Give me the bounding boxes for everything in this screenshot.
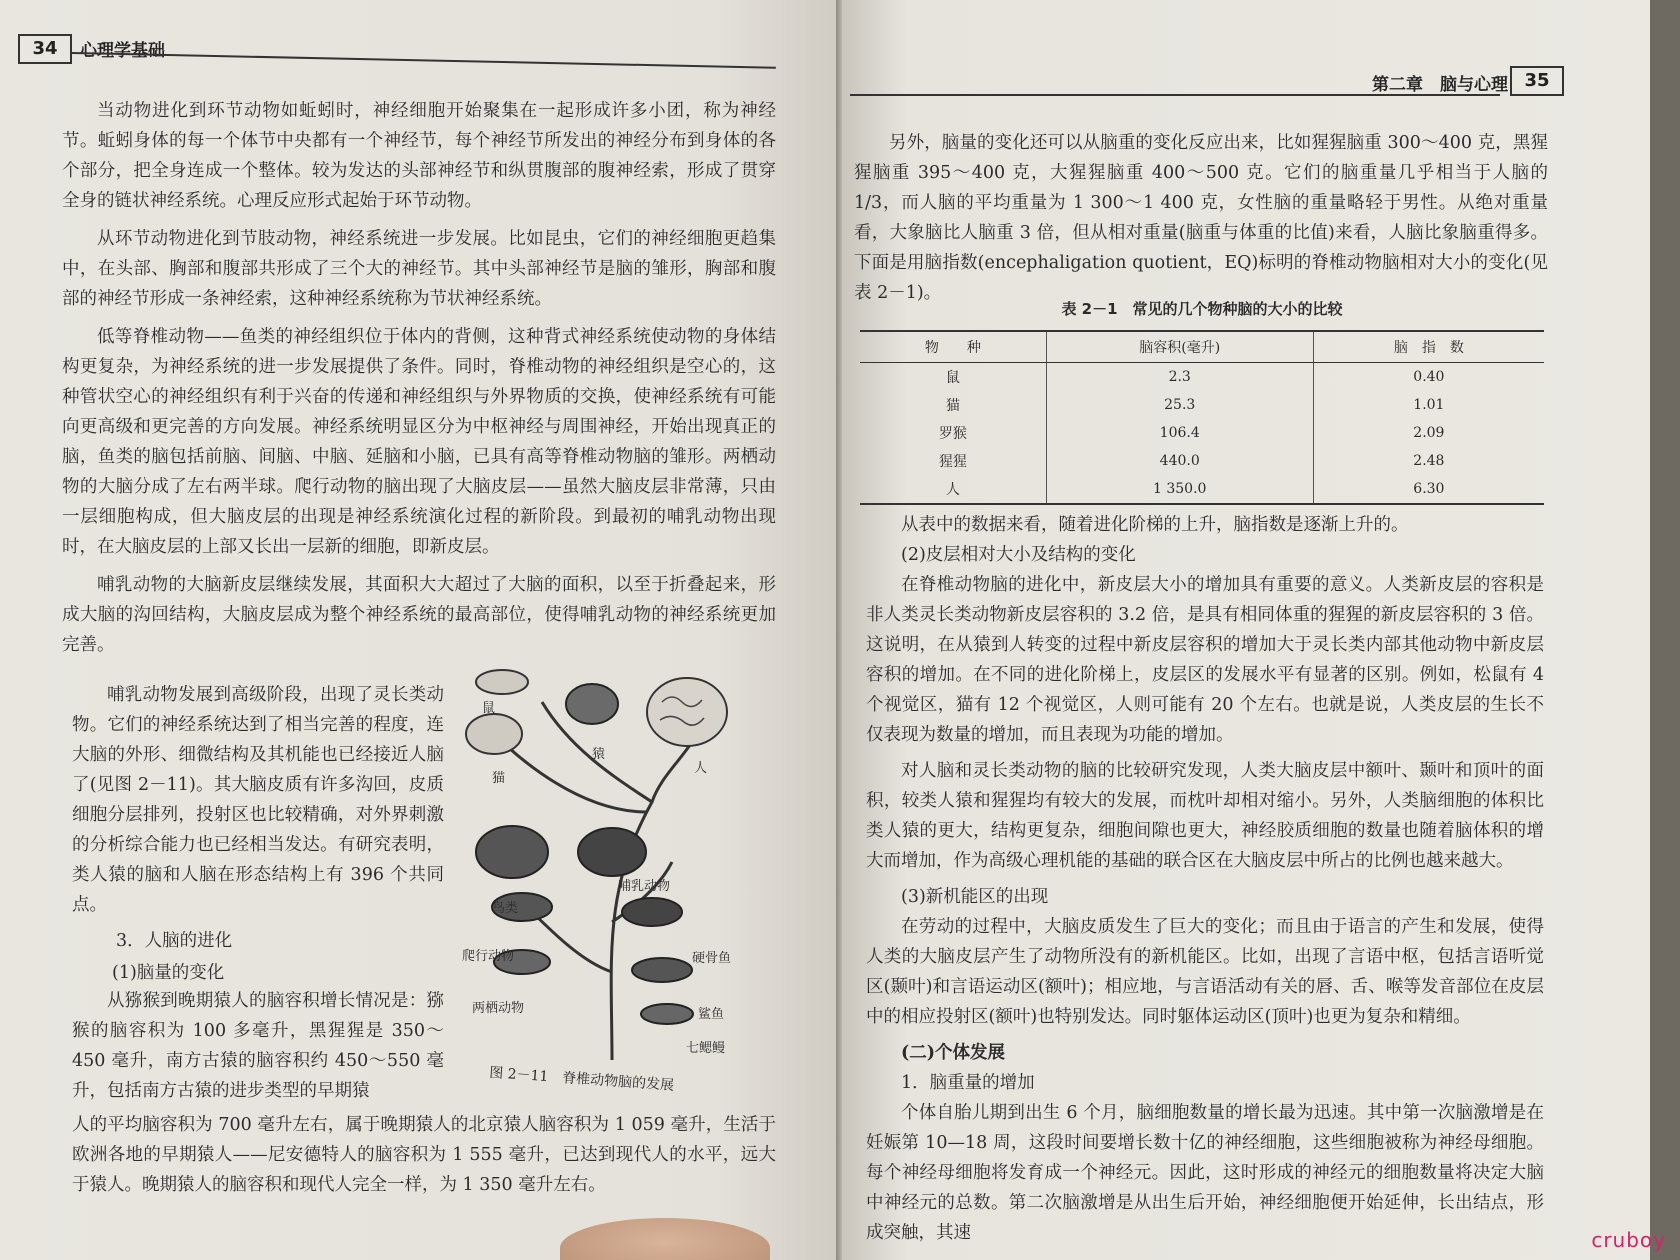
paragraph: 哺乳动物发展到高级阶段，出现了灵长类动物。它们的神经系统达到了相当完善的程度，连大脑的外形、细微结构及其机能也已经接近人脑了(见图 2－11)。其大脑皮质有许多沟回，皮质细胞分层排列，投射区也比较精确，对外界刺激的分析综合能力也已经相当发达。有研究表明，类人猿的脑和人脑在形态结构上有 396 个共同点。 — [72, 685, 444, 915]
label-amphibian: 两栖动物 — [472, 1001, 525, 1016]
finger — [560, 1218, 770, 1260]
table-cell: 2.3 — [1046, 363, 1313, 392]
paragraph: 从表中的数据来看，随着进化阶梯的上升，脑指数是逐渐上升的。 — [901, 515, 1409, 535]
table-cell: 440.0 — [1046, 447, 1313, 475]
paragraph: 个体自胎儿期到出生 6 个月，脑细胞数量的增长最为迅速。其中第一次脑激增是在妊娠第 10—18 周，这段时间要增长数十亿的神经细胞，这些细胞被称为神经母细胞。每个神经母细胞将发育成一个神经元。因此，这时形成的神经元的细胞数量将决定大脑中神经元的总数。第二次脑激增是从出生后开始，神经细胞便开始延伸，长出结点，形成突触，其速 — [866, 1103, 1544, 1243]
table-cell: 2.48 — [1313, 447, 1544, 475]
paragraph: 哺乳动物的大脑新皮层继续发展，其面积大大超过了大脑的面积，以至于折叠起来，形成大脑的沟回结构，大脑皮层成为整个神经系统的最高部位，使得哺乳动物的神经系统更加完善。 — [62, 575, 776, 655]
paragraph: 当动物进化到环节动物如蚯蚓时，神经细胞开始聚集在一起形成许多小团，称为神经节。蚯蚓身体的每一个体节中央都有一个神经节，每个神经节所发出的神经分布到身体的各个部分，把全身连成一个整体。较为发达的头部神经节和纵贯腹部的腹神经索，形成了贯穿全身的链状神经系统。心理反应形式起始于环节动物。 — [62, 101, 776, 211]
species-brain-table — [860, 330, 1544, 505]
column-header-eq: 脑 指 数 — [1313, 331, 1544, 363]
running-title-right: 第二章 脑与心理 — [1372, 75, 1508, 95]
label-monkey: 猿 — [592, 747, 606, 762]
table-cell: 1 350.0 — [1046, 475, 1313, 504]
column-header-volume: 脑容积(毫升) — [1046, 331, 1313, 363]
table-cell: 罗猴 — [938, 426, 967, 442]
right-body-text — [866, 510, 1544, 1248]
section-heading-brain-evolution: 3．人脑的进化 — [116, 931, 233, 951]
monkey-brain-icon — [566, 684, 618, 724]
paragraph: 从环节动物进化到节肢动物，神经系统进一步发展。比如昆虫，它们的神经细胞更趋集中，在头部、胸部和腹部共形成了三个大的神经节。其中头部神经节是脑的雏形，胸部和腹部的神经节形成一条神经索，这种神经系统称为节状神经系统。 — [62, 229, 776, 309]
label-reptile: 爬行动物 — [462, 949, 515, 964]
wrap-text-block — [72, 680, 444, 920]
table-row — [860, 419, 1544, 447]
label-rat: 鼠 — [482, 701, 496, 716]
brain-evolution-figure — [462, 662, 740, 1060]
sub-heading-new-function: (3)新机能区的出现 — [901, 887, 1049, 907]
table-cell: 鼠 — [945, 370, 960, 386]
wrap-text-block-2 — [72, 986, 444, 1106]
bony-fish-brain-icon — [622, 898, 682, 926]
page-number-right: 35 — [1510, 66, 1564, 96]
table-cell: 1.01 — [1313, 391, 1544, 419]
cat-icon — [466, 714, 522, 754]
label-bony-fish: 硬骨鱼 — [692, 951, 732, 966]
column-header-species: 物 种 — [860, 331, 1046, 363]
paragraph: 在脊椎动物脑的进化中，新皮层大小的增加具有重要的意义。人类新皮层的容积是非人类灵长类动物新皮层容积的 3.2 倍，是具有相同体重的猩猩的新皮层容积的 3 倍。这说明，在从猿到人转变的过程中新皮层容积的增加大于灵长类内部其他动物中新皮层容积的增加。在不同的进化阶梯上，皮层区的发展水平有显著的区别。例如，松鼠有 4 个视觉区，猫有 12 个视觉区，人则可能有 20 个左右。也就是说，人类皮层的生长不仅表现为数量的增加，而且表现为功能的增加。 — [866, 575, 1544, 745]
lamprey-brain-icon — [641, 1004, 693, 1024]
paragraph: 另外，脑量的变化还可以从脑重的变化反应出来，比如猩猩脑重 300～400 克，黑猩猩脑重 395～400 克，大猩猩脑重 400～500 克。它们的脑重量几乎相当于人脑的 1/3，而人脑的平均重量为 1 300～1 400 克，女性脑的重量略轻于男性。从绝对重量看，大象脑比人脑重 3 倍，但从相对重量(脑重与体重的比值)来看，人脑比象脑重得多。下面是用脑指数(encephaligation quotient，EQ)标明的脊椎动物脑相对大小的变化(见表 2－1)。 — [854, 133, 1548, 303]
table-header-row — [860, 331, 1544, 363]
paragraph: 在劳动的过程中，大脑皮质发生了巨大的变化；而且由于语言的产生和发展，使得人类的大脑皮层产生了动物所没有的新机能区。比如，出现了言语中枢，包括言语听觉区(颞叶)和言语运动区(额叶)；相应地，与言语活动有关的唇、舌、喉等发音部位在皮层中的相应投射区(额叶)也特别发达。同时躯体运动区(顶叶)也更为复杂和精细。 — [866, 917, 1544, 1027]
table-row — [860, 363, 1544, 392]
table-cell: 猫 — [945, 398, 960, 414]
table-cell: 6.30 — [1313, 475, 1544, 504]
paragraph: 人的平均脑容积为 700 毫升左右，属于晚期猿人的北京猿人脑容积为 1 059 毫升，生活于欧洲各地的早期猿人——尼安德特人的脑容积为 1 555 毫升，已达到现代人的水平，远大于猿人。晚期猿人的脑容积和现代人完全一样，为 1 350 毫升左右。 — [72, 1115, 776, 1195]
label-lamprey: 七鳃鳗 — [686, 1041, 726, 1056]
sub-heading-brain-weight: 1．脑重量的增加 — [901, 1073, 1035, 1093]
left-body-text — [62, 96, 776, 660]
label-mammal: 哺乳动物 — [618, 879, 671, 894]
table-caption: 表 2－1 常见的几个物种脑的大小的比较 — [1061, 300, 1343, 318]
header-rule-left — [72, 52, 776, 69]
rat-icon — [476, 670, 528, 694]
final-text-block — [72, 1110, 776, 1200]
sub-heading-cortex: (2)皮层相对大小及结构的变化 — [901, 545, 1136, 565]
bird-brain-icon — [476, 826, 548, 878]
header-rule-right — [850, 94, 1500, 96]
right-intro-text — [854, 128, 1548, 308]
label-bird: 鸟类 — [492, 901, 519, 916]
table-cell: 106.4 — [1046, 419, 1313, 447]
paragraph: 对人脑和灵长类动物的脑的比较研究发现，人类大脑皮层中额叶、颞叶和顶叶的面积，较类人猿和猩猩均有较大的发展，而枕叶却相对缩小。另外，人类脑细胞的体积比类人猿的更大，结构更复杂，细胞间隙也更大，神经胶质细胞的数量也随着脑体积的增大而增加，作为高级心理机能的基础的联合区在大脑皮层中所占的比例也越来越大。 — [866, 761, 1544, 871]
table-row — [860, 391, 1544, 419]
shark-brain-icon — [632, 958, 692, 982]
paragraph: 从猕猴到晚期猿人的脑容积增长情况是：猕猴的脑容积为 100 多毫升，黑猩猩是 350～450 毫升，南方古猿的脑容积约 450～550 毫升，包括南方古猿的进步类型的早期猿 — [72, 991, 444, 1101]
page-number-left: 34 — [18, 34, 72, 64]
running-title-left: 心理学基础 — [80, 41, 165, 61]
table-row — [860, 447, 1544, 475]
label-shark: 鲨鱼 — [698, 1007, 725, 1022]
mammal-brain-icon — [578, 828, 646, 876]
table-cell: 0.40 — [1313, 363, 1544, 392]
table-cell: 猩猩 — [938, 454, 967, 470]
table-cell: 25.3 — [1046, 391, 1313, 419]
table-row — [860, 475, 1544, 504]
table-cell: 2.09 — [1313, 419, 1544, 447]
label-human: 人 — [694, 761, 708, 776]
sub-heading-brain-volume: (1)脑量的变化 — [112, 963, 225, 983]
label-cat: 猫 — [492, 771, 506, 786]
section-heading-individual: (二)个体发展 — [901, 1043, 1006, 1063]
table-cell: 人 — [860, 475, 1046, 504]
human-brain-icon — [647, 678, 727, 746]
watermark: cruboy — [1591, 1228, 1666, 1252]
paragraph: 低等脊椎动物——鱼类的神经组织位于体内的背侧，这种背式神经系统使动物的身体结构更复杂，为神经系统的进一步发展提供了条件。同时，脊椎动物的神经组织是空心的，这种管状空心的神经组织有利于兴奋的传递和神经组织与外界物质的交换，使神经系统有可能向更高级和更完善的方向发展。神经系统明显区分为中枢神经与周围神经，开始出现真正的脑，鱼类的脑包括前脑、间脑、中脑、延脑和小脑，已具有高等脊椎动物脑的雏形。两栖动物的大脑分成了左右两半球。爬行动物的脑出现了大脑皮层——虽然大脑皮层非常薄，只由一层细胞构成，但大脑皮层的出现是神经系统演化过程的新阶段。到最初的哺乳动物出现时，在大脑皮层的上部又长出一层新的细胞，即新皮层。 — [62, 327, 776, 557]
figure-caption: 图 2－11 脊椎动物脑的发展 — [488, 1064, 675, 1094]
